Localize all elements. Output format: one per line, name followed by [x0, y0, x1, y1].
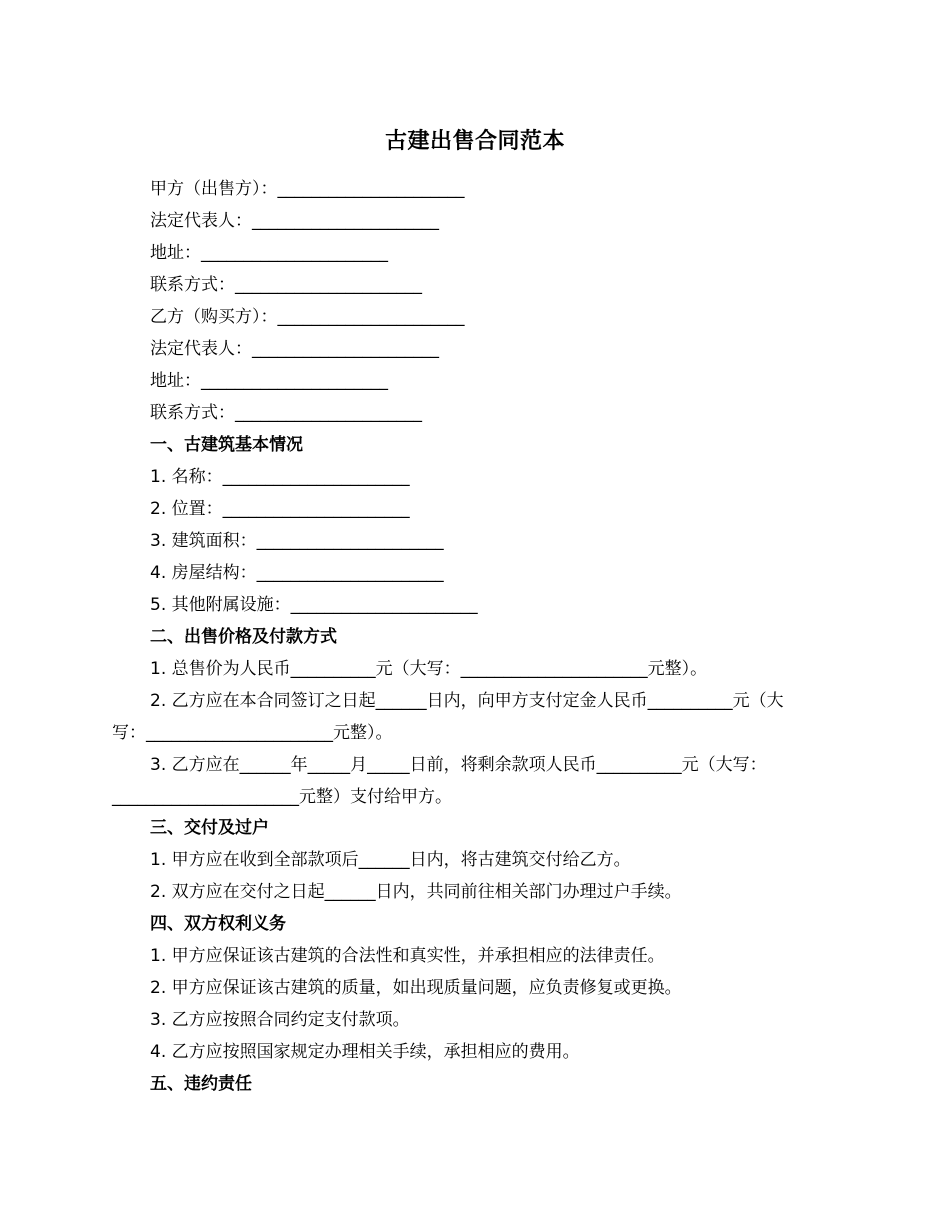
- party-b-address: 地址：______________________: [150, 371, 388, 391]
- section-heading-rights-obligations: 四、双方权利义务: [150, 914, 286, 934]
- delivery-clause-2: 2. 双方应在交付之日起______日内，共同前往相关部门办理过户手续。: [150, 882, 682, 902]
- building-structure: 4. 房屋结构：______________________: [150, 563, 444, 583]
- payment-clause-1: 1. 总售价为人民币__________元（大写：______________________元整）。: [150, 659, 708, 679]
- document-title: 古建出售合同范本: [384, 129, 565, 154]
- section-heading-building-info: 一、古建筑基本情况: [150, 435, 303, 455]
- building-name: 1. 名称：______________________: [150, 467, 410, 487]
- building-facilities: 5. 其他附属设施：______________________: [150, 595, 478, 615]
- party-a-legal-representative: 法定代表人：______________________: [150, 211, 439, 231]
- party-a-seller: 甲方（出售方）：______________________: [150, 179, 465, 199]
- party-b-legal-representative: 法定代表人：______________________: [150, 339, 439, 359]
- section-heading-price-payment: 二、出售价格及付款方式: [150, 627, 337, 647]
- building-area: 3. 建筑面积：______________________: [150, 531, 444, 551]
- building-location: 2. 位置：______________________: [150, 499, 410, 519]
- rights-clause-3: 3. 乙方应按照合同约定支付款项。: [150, 1010, 410, 1030]
- party-a-contact: 联系方式：______________________: [150, 275, 422, 295]
- party-a-address: 地址：______________________: [150, 243, 388, 263]
- payment-clause-2: 2. 乙方应在本合同签订之日起______日内，向甲方支付定金人民币__________元（大: [150, 691, 784, 711]
- section-heading-breach-liability: 五、违约责任: [150, 1074, 252, 1094]
- payment-clause-3: 3. 乙方应在______年_____月_____日前，将剩余款项人民币__________元（大写：: [150, 755, 767, 775]
- delivery-clause-1: 1. 甲方应在收到全部款项后______日内，将古建筑交付给乙方。: [150, 850, 631, 870]
- rights-clause-4: 4. 乙方应按照国家规定办理相关手续，承担相应的费用。: [150, 1042, 580, 1062]
- rights-clause-1: 1. 甲方应保证该古建筑的合法性和真实性，并承担相应的法律责任。: [150, 946, 665, 966]
- party-b-contact: 联系方式：______________________: [150, 403, 422, 423]
- party-b-buyer: 乙方（购买方）：______________________: [150, 307, 465, 327]
- payment-clause-2-continued: 写：______________________元整）。: [112, 723, 393, 743]
- payment-clause-3-continued: ______________________元整）支付给甲方。: [112, 787, 452, 807]
- section-heading-delivery-transfer: 三、交付及过户: [150, 818, 269, 838]
- rights-clause-2: 2. 甲方应保证该古建筑的质量，如出现质量问题，应负责修复或更换。: [150, 978, 682, 998]
